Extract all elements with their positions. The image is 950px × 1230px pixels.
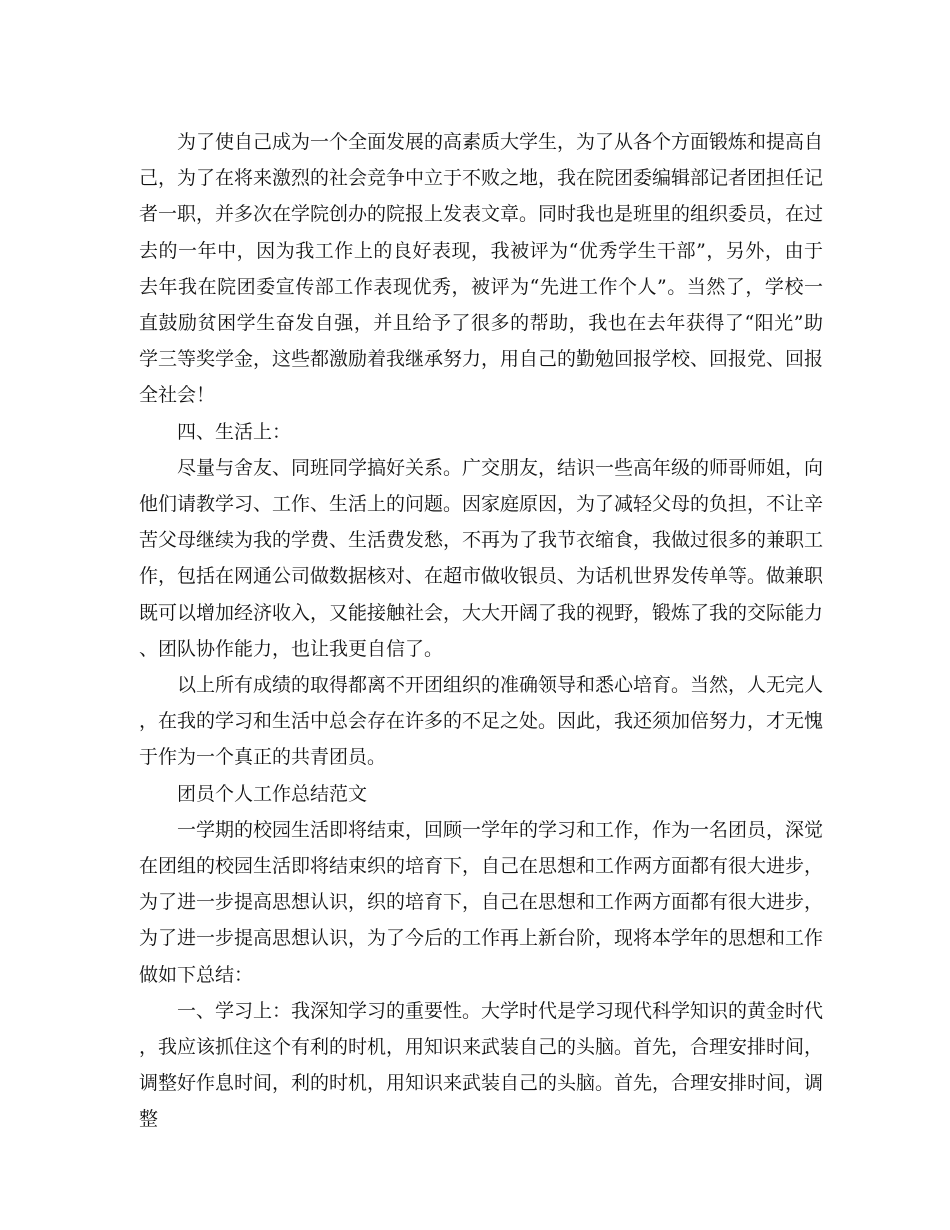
document-subtitle: 团员个人工作总结范文 (177, 782, 368, 805)
paragraph-study: 一、学习上：我深知学习的重要性。大学时代是学习现代科学知识的黄金时代，我应该抓住这个有利的时机，用知识来武装自己的头脑。首先，合理安排时间，调整好作息时间，利的时机，用知识来武装自己的头脑。首先，合理安排时间，调整 (139, 999, 824, 1131)
paragraph-intro: 一学期的校园生活即将结束，回顾一学年的学习和工作，作为一名团员，深觉在团组的校园生活即将结束织的培育下，自己在思想和工作两方面都有很大进步，为了进一步提高思想认识，织的培育下，自己在思想和工作两方面都有很大进步，为了进一步提高思想认识，为了今后的工作再上新台阶，现将本学年的思想和工作做如下总结： (139, 818, 824, 986)
paragraph-life: 尽量与舍友、同班同学搞好关系。广交朋友，结识一些高年级的师哥师姐，向他们请教学习、工作、生活上的问题。因家庭原因，为了减轻父母的负担，不让辛苦父母继续为我的学费、生活费发愁，不再为了我节衣缩食，我做过很多的兼职工作，包括在网通公司做数据核对、在超市做收银员、为话机世界发传单等。做兼职既可以增加经济收入，又能接触社会，大大开阔了我的视野，锻炼了我的交际能力、团队协作能力，也让我更自信了。 (139, 456, 824, 660)
document-body (139, 124, 823, 1138)
section-heading-life: 四、生活上： (177, 420, 292, 443)
paragraph-honors: 为了使自己成为一个全面发展的高素质大学生，为了从各个方面锻炼和提高自己，为了在将来激烈的社会竞争中立于不败之地，我在院团委编辑部记者团担任记者一职，并多次在学院创办的院报上发表文章。同时我也是班里的组织委员，在过去的一年中，因为我工作上的良好表现，我被评为“优秀学生干部”，另外，由于去年我在院团委宣传部工作表现优秀，被评为“先进工作个人”。当然了，学校一直鼓励贫困学生奋发自强，并且给予了很多的帮助，我也在去年获得了“阳光”助学三等奖学金，这些都激励着我继承努力，用自己的勤勉回报学校、回报党、回报全社会！ (139, 131, 824, 407)
paragraph-conclusion: 以上所有成绩的取得都离不开团组织的准确领导和悉心培育。当然，人无完人，在我的学习和生活中总会存在许多的不足之处。因此，我还须加倍努力，才无愧于作为一个真正的共青团员。 (139, 674, 824, 769)
